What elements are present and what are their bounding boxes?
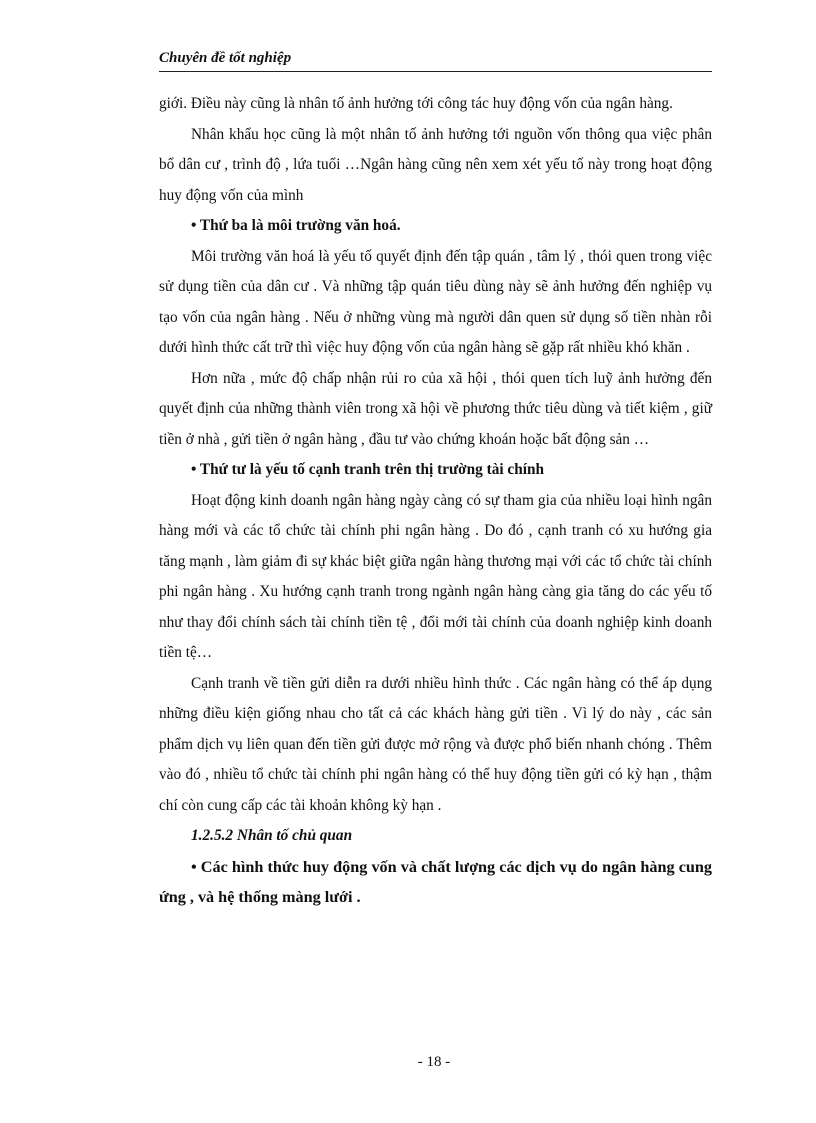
page-header-title: Chuyên đề tốt nghiệp [159, 50, 292, 66]
paragraph-risk-acceptance: Hơn nữa , mức độ chấp nhận rủi ro của xã hội , thói quen tích luỹ ảnh hưởng đến quyết định của những thành viên trong xã hội về phương thức tiêu dùng và tiết kiệm , giữ tiền ở nhà , gửi tiền ở ngân hàng , đầu tư vào chứng khoán hoặc bất động sản … [159, 369, 712, 448]
heading-mobilization-forms: • Các hình thức huy động vốn và chất lượng các dịch vụ do ngân hàng cung ứng , và hệ thống màng lưới . [159, 857, 712, 906]
paragraph-deposit-competition: Cạnh tranh về tiền gửi diễn ra dưới nhiều hình thức . Các ngân hàng có thể áp dụng những điều kiện giống nhau cho tất cả các khách hàng gửi tiền . Vì lý do này , các sản phẩm dịch vụ liên quan đến tiền gửi được mở rộng và được phổ biến nhanh chóng . Thêm vào đó , nhiều tổ chức tài chính phi ngân hàng có thể huy động tiền gửi có kỳ hạn , thậm chí còn cung cấp các tài khoản không kỳ hạn . [159, 674, 712, 814]
paragraph-cultural-environment: Môi trường văn hoá là yếu tố quyết định đến tập quán , tâm lý , thói quen trong việc sử dụng tiền của dân cư . Và những tập quán tiêu dùng này sẽ ảnh hưởng đến nghiệp vụ tạo vốn của ngân hàng . Nếu ở những vùng mà người dân quen sử dụng số tiền nhàn rỗi dưới hình thức cất trữ thì việc huy động vốn của ngân hàng sẽ gặp rất nhiều khó khăn . [159, 247, 712, 356]
heading-competition: • Thứ tư là yếu tố cạnh tranh trên thị trường tài chính [191, 461, 544, 478]
document-body [159, 89, 712, 913]
heading-cultural-environment: • Thứ ba là môi trường văn hoá. [191, 217, 401, 234]
paragraph-competition: Hoạt động kinh doanh ngân hàng ngày càng có sự tham gia của nhiều loại hình ngân hàng mới và các tổ chức tài chính phi ngân hàng . Do đó , cạnh tranh có xu hướng gia tăng mạnh , làm giảm đi sự khác biệt giữa ngân hàng thương mại với các tổ chức tài chính phi ngân hàng . Xu hướng cạnh tranh trong ngành ngân hàng càng gia tăng do các yếu tố như thay đổi chính sách tài chính tiền tệ , đổi mới tài chính của doanh nghiệp kinh doanh tiền tệ… [159, 491, 712, 661]
paragraph-demographics: Nhân khẩu học cũng là một nhân tố ảnh hưởng tới nguồn vốn thông qua việc phân bổ dân cư , trình độ , lứa tuổi …Ngân hàng cũng nên xem xét yếu tố này trong hoạt động huy động vốn của mình [159, 125, 712, 204]
page-number: - 18 - [417, 1054, 451, 1070]
header-divider [159, 71, 712, 72]
paragraph-continuation: giới. Điều này cũng là nhân tố ảnh hưởng tới công tác huy động vốn của ngân hàng. [159, 95, 673, 112]
subsection-heading: 1.2.5.2 Nhân tố chủ quan [191, 827, 353, 844]
